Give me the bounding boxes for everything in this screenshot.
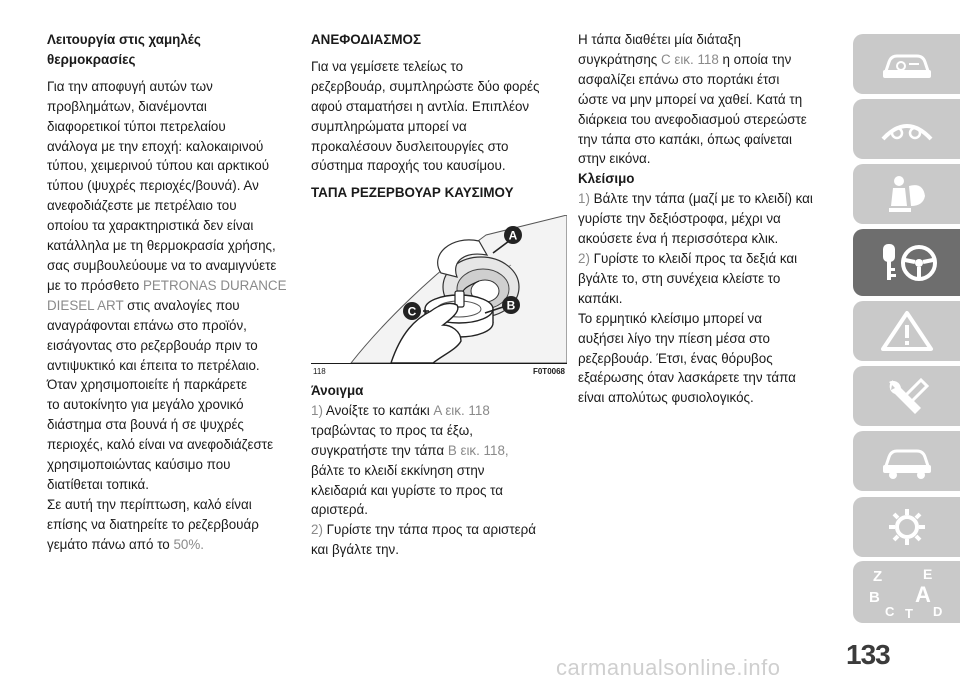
text-fragment: με το πρόσθετο	[47, 277, 143, 293]
text-fragment: Γυρίστε το κλειδί προς τα δεξιά και	[589, 250, 798, 266]
paragraph-pressure	[578, 309, 840, 409]
figure-reference: C εικ. 118	[660, 51, 719, 67]
text-fragment: στις αναλογίες που	[123, 297, 240, 313]
heading-line: Λειτουργία στις χαμηλές	[47, 32, 201, 47]
brand-name: PETRONAS DURANCE	[142, 277, 287, 293]
heading-closing: Κλείσιμο	[578, 171, 635, 187]
text-fragment: συγκράτησης	[578, 51, 661, 67]
step-number: 1)	[578, 191, 590, 207]
text-line: σύστημα παροχής του καυσίμου.	[311, 158, 506, 174]
safety-icon	[879, 172, 935, 216]
warning-icon	[879, 309, 935, 353]
text-fragment: γεμάτο πάνω από το	[47, 536, 174, 552]
figure-caption	[311, 363, 567, 378]
text-fragment: η οποία την	[718, 51, 792, 67]
figure-reference: B εικ. 118,	[447, 442, 509, 458]
text-line: αφού σταματήσει η αντλία. Επιπλέον	[311, 98, 530, 114]
text-line: προβλημάτων, διανέμονται	[47, 98, 207, 114]
text-line: την τάπα στο καπάκι, όπως φαίνεται	[578, 131, 793, 147]
text-line: ανεφοδιάζεστε με πετρέλαιο του	[47, 198, 237, 214]
text-line: αντιψυκτικό και έπειτα το πετρέλαιο.	[47, 357, 260, 373]
text-line: επίσης να διατηρείτε το ρεζερβουάρ	[47, 516, 259, 532]
text-line: ακούσετε ένα ή περισσότερα κλικ.	[578, 231, 779, 247]
index-icon	[865, 564, 949, 620]
column-1	[47, 30, 302, 555]
text-line: καπάκι.	[578, 290, 623, 306]
text-line: Η τάπα διαθέτει μία διάταξη	[578, 32, 741, 47]
text-line: στην εικόνα.	[578, 151, 651, 167]
index-letter: Z	[872, 568, 882, 585]
text-line: συμπληρώματα μπορεί να	[311, 118, 467, 134]
column-2-opening	[311, 381, 566, 560]
text-line: Για να γεμίσετε τελείως το	[311, 58, 464, 74]
figure-reference: A εικ. 118	[433, 402, 490, 418]
fuel-cap-illustration	[311, 215, 567, 363]
text-line: βάλτε το κλειδί εκκίνηση στην	[311, 462, 485, 478]
text-line: οποίου τα χαρακτηριστικά δεν είναι	[47, 218, 254, 234]
text-fragment: Γυρίστε την τάπα προς τα αριστερά	[322, 522, 536, 538]
text-line: περιοχές, καλό είναι να ανεφοδιάζεστε	[47, 437, 274, 453]
step-2-opening	[311, 520, 566, 560]
text-line: ανάλογα με την εποχή: καλοκαιρινού	[47, 138, 264, 154]
chapter-tab-warnings[interactable]	[853, 301, 960, 361]
step-1-opening	[311, 401, 566, 520]
page-number: 133	[846, 639, 890, 670]
heading-refuelling: ΑΝΕΦΟΔΙΑΣΜΟΣ	[311, 32, 421, 47]
heading-fuel-cap: ΤΑΠΑ ΡΕΖΕΡΒΟΥΑΡ ΚΑΥΣΙΜΟΥ	[311, 185, 514, 201]
step-number: 2)	[578, 250, 590, 266]
dashboard-icon	[879, 109, 935, 149]
step-number: 2)	[311, 522, 323, 538]
chapter-tab-multimedia[interactable]	[853, 497, 960, 557]
text-line: διάρκεια του ανεφοδιασμού στερεώστε	[578, 111, 807, 127]
watermark-text: carmanualsonline.info	[556, 655, 781, 680]
chapter-tab-index[interactable]	[853, 561, 960, 623]
index-letter: C	[884, 604, 894, 619]
text-line: διάστημα στα βουνά ή σε ψυχρές	[47, 417, 244, 433]
paragraph-retainer	[578, 30, 840, 169]
text-line: εξαέρωσης όταν λασκάρετε την τάπα	[578, 370, 796, 386]
text-line: Το ερμητικό κλείσιμο μπορεί να	[578, 310, 762, 326]
step-1-closing	[578, 189, 840, 249]
chapter-tab-starting-driving[interactable]	[853, 229, 960, 296]
text-line: τραβώντας το προς τα έξω,	[311, 422, 473, 438]
text-line: αριστερά.	[311, 502, 368, 518]
text-line: Όταν χρησιμοποιείτε ή παρκάρετε	[47, 377, 248, 393]
step-number: 1)	[311, 402, 323, 418]
text-line: προκαλέσουν δυσλειτουργίες στο	[311, 138, 509, 154]
index-letter: B	[868, 589, 880, 606]
text-line: το αυτοκίνητο για μεγάλο χρονικό	[47, 397, 244, 413]
text-line: και βγάλτε την.	[311, 542, 399, 558]
maintenance-icon	[879, 374, 935, 418]
text-line: σας συμβουλεύουμε να το αναμιγνύετε	[47, 257, 277, 273]
paragraph-low-temp	[47, 77, 302, 555]
text-line: γυρίστε την δεξιόστροφα, μέχρι να	[578, 211, 781, 227]
percentage-value: 50%.	[173, 536, 204, 552]
chapter-tab-maintenance[interactable]	[853, 366, 960, 426]
text-line: Για την αποφυγή αυτών των	[47, 78, 213, 94]
column-2	[311, 30, 566, 203]
text-line: τύπου, χειμερινού τύπου και αρκτικού	[47, 158, 270, 174]
chapter-tab-car-info[interactable]	[853, 34, 960, 94]
text-line: διατίθεται τοπικά.	[47, 476, 149, 492]
text-line: Σε αυτή την περίπτωση, καλό είναι	[47, 496, 252, 512]
brand-name: DIESEL ART	[47, 297, 124, 313]
text-fragment: Βάλτε την τάπα (μαζί με το κλειδί) και	[589, 191, 813, 207]
callout-b: B	[506, 298, 516, 313]
car-info-icon	[879, 44, 935, 84]
index-letter: D	[932, 604, 942, 619]
chapter-tab-dashboard[interactable]	[853, 99, 960, 159]
callout-c: C	[407, 304, 417, 319]
heading-opening: Άνοιγμα	[311, 383, 364, 398]
step-2-closing	[578, 249, 840, 309]
text-line: τύπου (ψυχρές περιοχές/βουνά). Αν	[47, 178, 259, 194]
paragraph-refuelling	[311, 57, 566, 176]
figure-number: 118	[313, 367, 326, 376]
text-line: ρεζερβουάρ, συμπληρώστε δύο φορές	[311, 78, 540, 94]
chapter-tab-specs[interactable]	[853, 431, 960, 491]
callout-a: A	[508, 228, 518, 243]
index-letter: T	[904, 606, 913, 620]
settings-icon	[879, 505, 935, 549]
fuel-cap-drawing	[311, 215, 567, 363]
specs-icon	[879, 439, 935, 483]
text-line: κατάλληλα με τη θερμοκρασία χρήσης,	[47, 238, 276, 254]
text-line: εισάγοντας στο ρεζερβουάρ πριν το	[47, 337, 258, 353]
text-fragment: συγκρατήστε την τάπα	[311, 442, 448, 458]
text-line: διαφορετικοί τύποι πετρελαίου	[47, 118, 226, 134]
index-letter: A	[914, 582, 931, 607]
text-line: ώστε να μην μπορεί να χαθεί. Κατά τη	[578, 91, 803, 107]
heading-low-temp	[47, 30, 302, 70]
heading-line: θερμοκρασίες	[47, 51, 136, 67]
figure-code: F0T0068	[532, 367, 565, 376]
key-steering-icon	[875, 240, 939, 286]
chapter-tab-safety[interactable]	[853, 164, 960, 224]
text-line: είναι απολύτως φυσιολογικός.	[578, 390, 754, 406]
text-line: βγάλτε το, στη συνέχεια κλείστε το	[578, 270, 781, 286]
column-3	[578, 30, 840, 408]
text-fragment: Ανοίξτε το καπάκι	[322, 402, 434, 418]
text-line: ρεζερβουάρ. Έτσι, ένας θόρυβος	[578, 350, 773, 366]
text-line: ασφαλίζει επάνω στο πορτάκι έτσι	[578, 71, 780, 87]
text-line: αυξήσει λίγο την πίεση μέσα στο	[578, 330, 770, 346]
text-line: αναγράφονται επάνω στο προϊόν,	[47, 317, 247, 333]
text-line: κλειδαριά και γυρίστε το προς τα	[311, 482, 503, 498]
index-letter: E	[922, 566, 932, 582]
text-line: χρησιμοποιώντας καύσιμο που	[47, 457, 231, 473]
